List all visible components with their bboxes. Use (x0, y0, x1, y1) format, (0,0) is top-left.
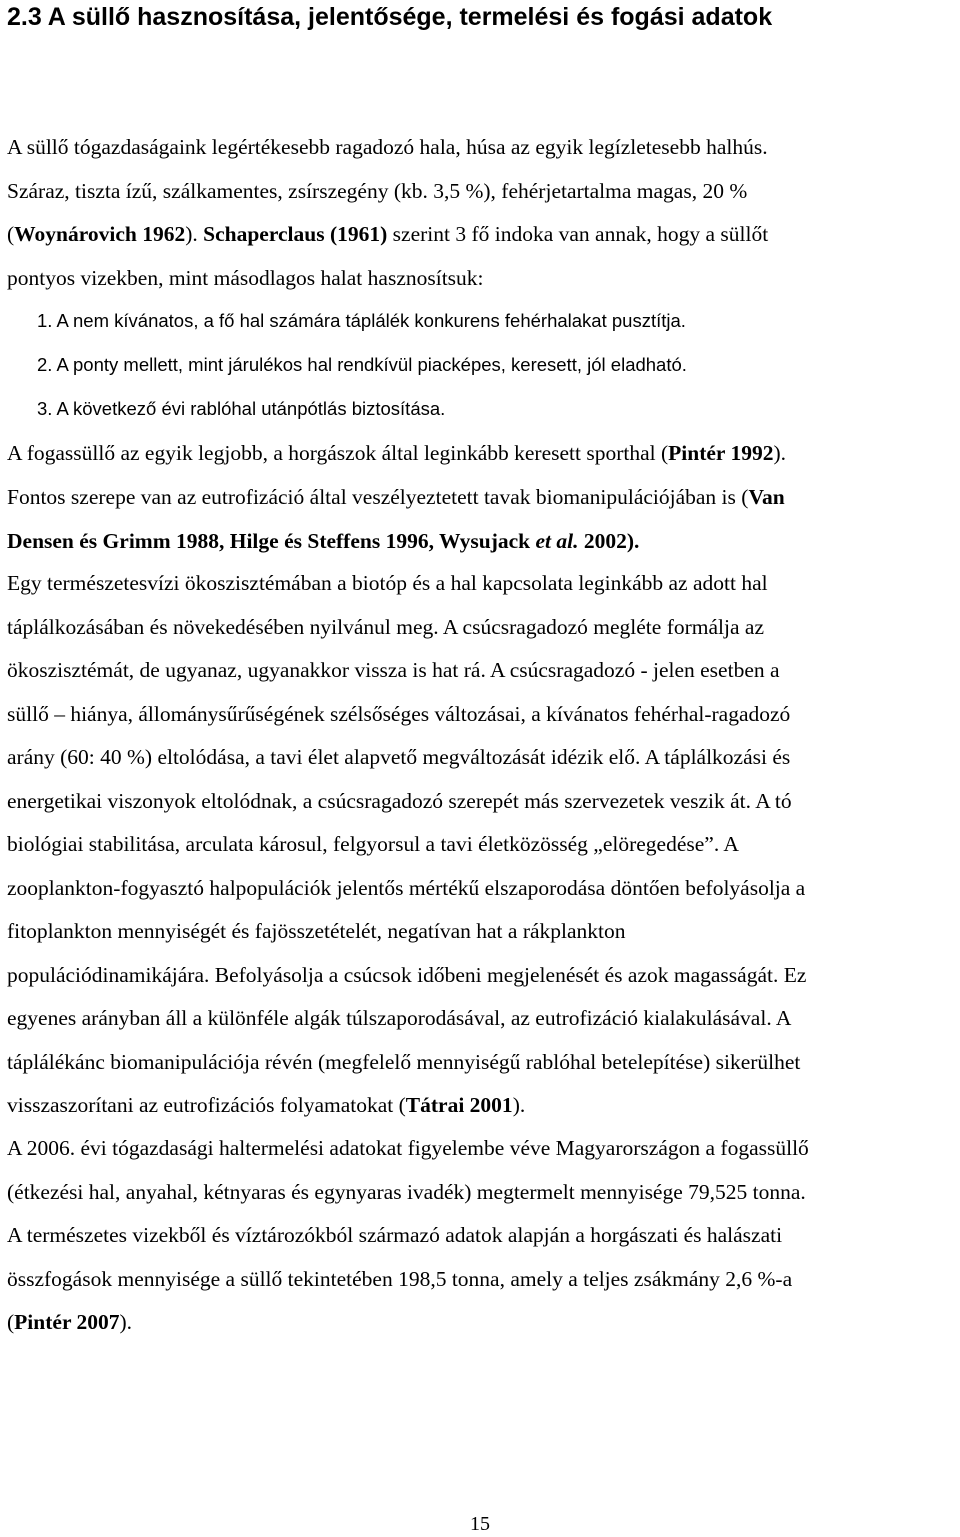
paragraph-intro (7, 126, 953, 300)
text-line: A 2006. évi tógazdasági haltermelési adatokat figyelembe véve Magyarországon a fogassüllő (7, 1136, 809, 1160)
text-line: Száraz, tiszta ízű, szálkamentes, zsírszegény (kb. 3,5 %), fehérjetartalma magas, 20 % (7, 178, 748, 203)
list-item: 3. A következő évi rablóhal utánpótlás biztosítása. (37, 398, 446, 419)
text-line: energetikai viszonyok eltolódnak, a csúcsragadozó szerepét más szervezetek veszik át. A tó (7, 788, 792, 813)
list-item: 2. A ponty mellett, mint járulékos hal rendkívül piacképes, keresett, jól eladható. (37, 354, 687, 375)
text-line: A természetes vizekből és víztározókból származó adatok alapján a horgászati és halászati (7, 1223, 783, 1247)
text-line: ökoszisztémát, de ugyanaz, ugyanakkor vissza is hat rá. A csúcsragadozó - jelen esetben a (7, 658, 780, 682)
text-span: szerint 3 fő indoka van annak, hogy a süllőt (387, 222, 769, 246)
text-span: ( (7, 1310, 15, 1334)
text-line: fitoplankton mennyiségét és fajösszetételét, negatívan hat a rákplankton (7, 919, 626, 943)
text-line: arány (60: 40 %) eltolódása, a tavi élet alapvető megváltozását idézik elő. A táplálkozási és (7, 745, 791, 769)
text-line: biológiai stabilitása, arculata károsul, felgyorsul a tavi életközösség „elöregedése”. A (7, 832, 739, 856)
section-heading: 2.3 A süllő hasznosítása, jelentősége, termelési és fogási adatok (7, 3, 773, 31)
citation: Schaperclaus (1961) (203, 222, 388, 246)
text-line: zooplankton-fogyasztó halpopulációk jelentős mértékű elszaporodása döntően befolyásolja a (7, 875, 806, 900)
text-line (7, 1301, 953, 1345)
text-span: ). (773, 441, 786, 465)
citation-etal: et al. (535, 528, 579, 553)
text-span: visszaszorítani az eutrofizációs folyamatokat ( (7, 1093, 406, 1117)
text-span: ( (7, 222, 15, 246)
text-line: egyenes arányban áll a különféle algák túlszaporodásával, az eutrofizáció kialakulásával. A (7, 1006, 792, 1030)
text-line (7, 213, 953, 257)
paragraph-sport-fish (7, 432, 953, 476)
text-span: ). (119, 1310, 133, 1334)
text-line (7, 432, 953, 476)
text-line (7, 1084, 953, 1128)
text-line: Egy természetesvízi ökoszisztémában a biotóp és a hal kapcsolata leginkább az adott hal (7, 571, 768, 595)
text-span: Fontos szerepe van az eutrofizáció által veszélyeztetett tavak biomanipulációjában is ( (7, 485, 749, 509)
citation: Densen és Grimm 1988, Hilge és Steffens 1996, Wysujack (7, 528, 536, 553)
citation: Tátrai 2001 (405, 1093, 513, 1117)
text-line: pontyos vizekben, mint másodlagos halat hasznosítsuk: (7, 265, 484, 290)
citation: Pintér 2007 (14, 1310, 120, 1334)
paragraph-ecosystem (7, 562, 953, 1128)
text-line: összfogások mennyisége a süllő tekintetében 198,5 tonna, amely a teljes zsákmány 2,6 %-a (7, 1266, 793, 1291)
citation: Pintér 1992 (668, 441, 774, 465)
text-line: (étkezési hal, anyahal, kétnyaras és egynyaras ivadék) megtermelt mennyisége 79,525 tonna. (7, 1179, 806, 1204)
text-span: A fogassüllő az egyik legjobb, a horgászok által leginkább keresett sporthal ( (7, 441, 669, 465)
text-line (7, 520, 953, 564)
text-line: táplálékánc biomanipulációja révén (megfelelő mennyiségű rablóhal betelepítése) sikerülhet (7, 1049, 801, 1074)
citation: Woynárovich 1962 (14, 222, 186, 246)
paragraph-statistics (7, 1127, 953, 1345)
text-line: táplálkozásában és növekedésében nyilvánul meg. A csúcsragadozó megléte formálja az (7, 614, 764, 639)
text-line: A süllő tógazdaságaink legértékesebb ragadozó hala, húsa az egyik legízletesebb halhús. (7, 135, 768, 159)
page-number: 15 (470, 1513, 490, 1535)
text-line (7, 476, 953, 520)
text-span: ). (185, 222, 204, 246)
citation: Van (748, 485, 785, 509)
paragraph-biomanipulation (7, 476, 953, 563)
text-span: ). (512, 1093, 526, 1117)
numbered-list (37, 299, 953, 431)
citation: 2002). (578, 528, 640, 553)
text-line: populációdinamikájára. Befolyásolja a csúcsok időbeni megjelenését és azok magasságát. Ez (7, 962, 807, 987)
text-line: süllő – hiánya, állománysűrűségének szélsőséges változásai, a kívánatos fehérhal-ragadozó (7, 701, 791, 726)
list-item: 1. A nem kívánatos, a fő hal számára táplálék konkurens fehérhalakat pusztítja. (37, 310, 686, 331)
